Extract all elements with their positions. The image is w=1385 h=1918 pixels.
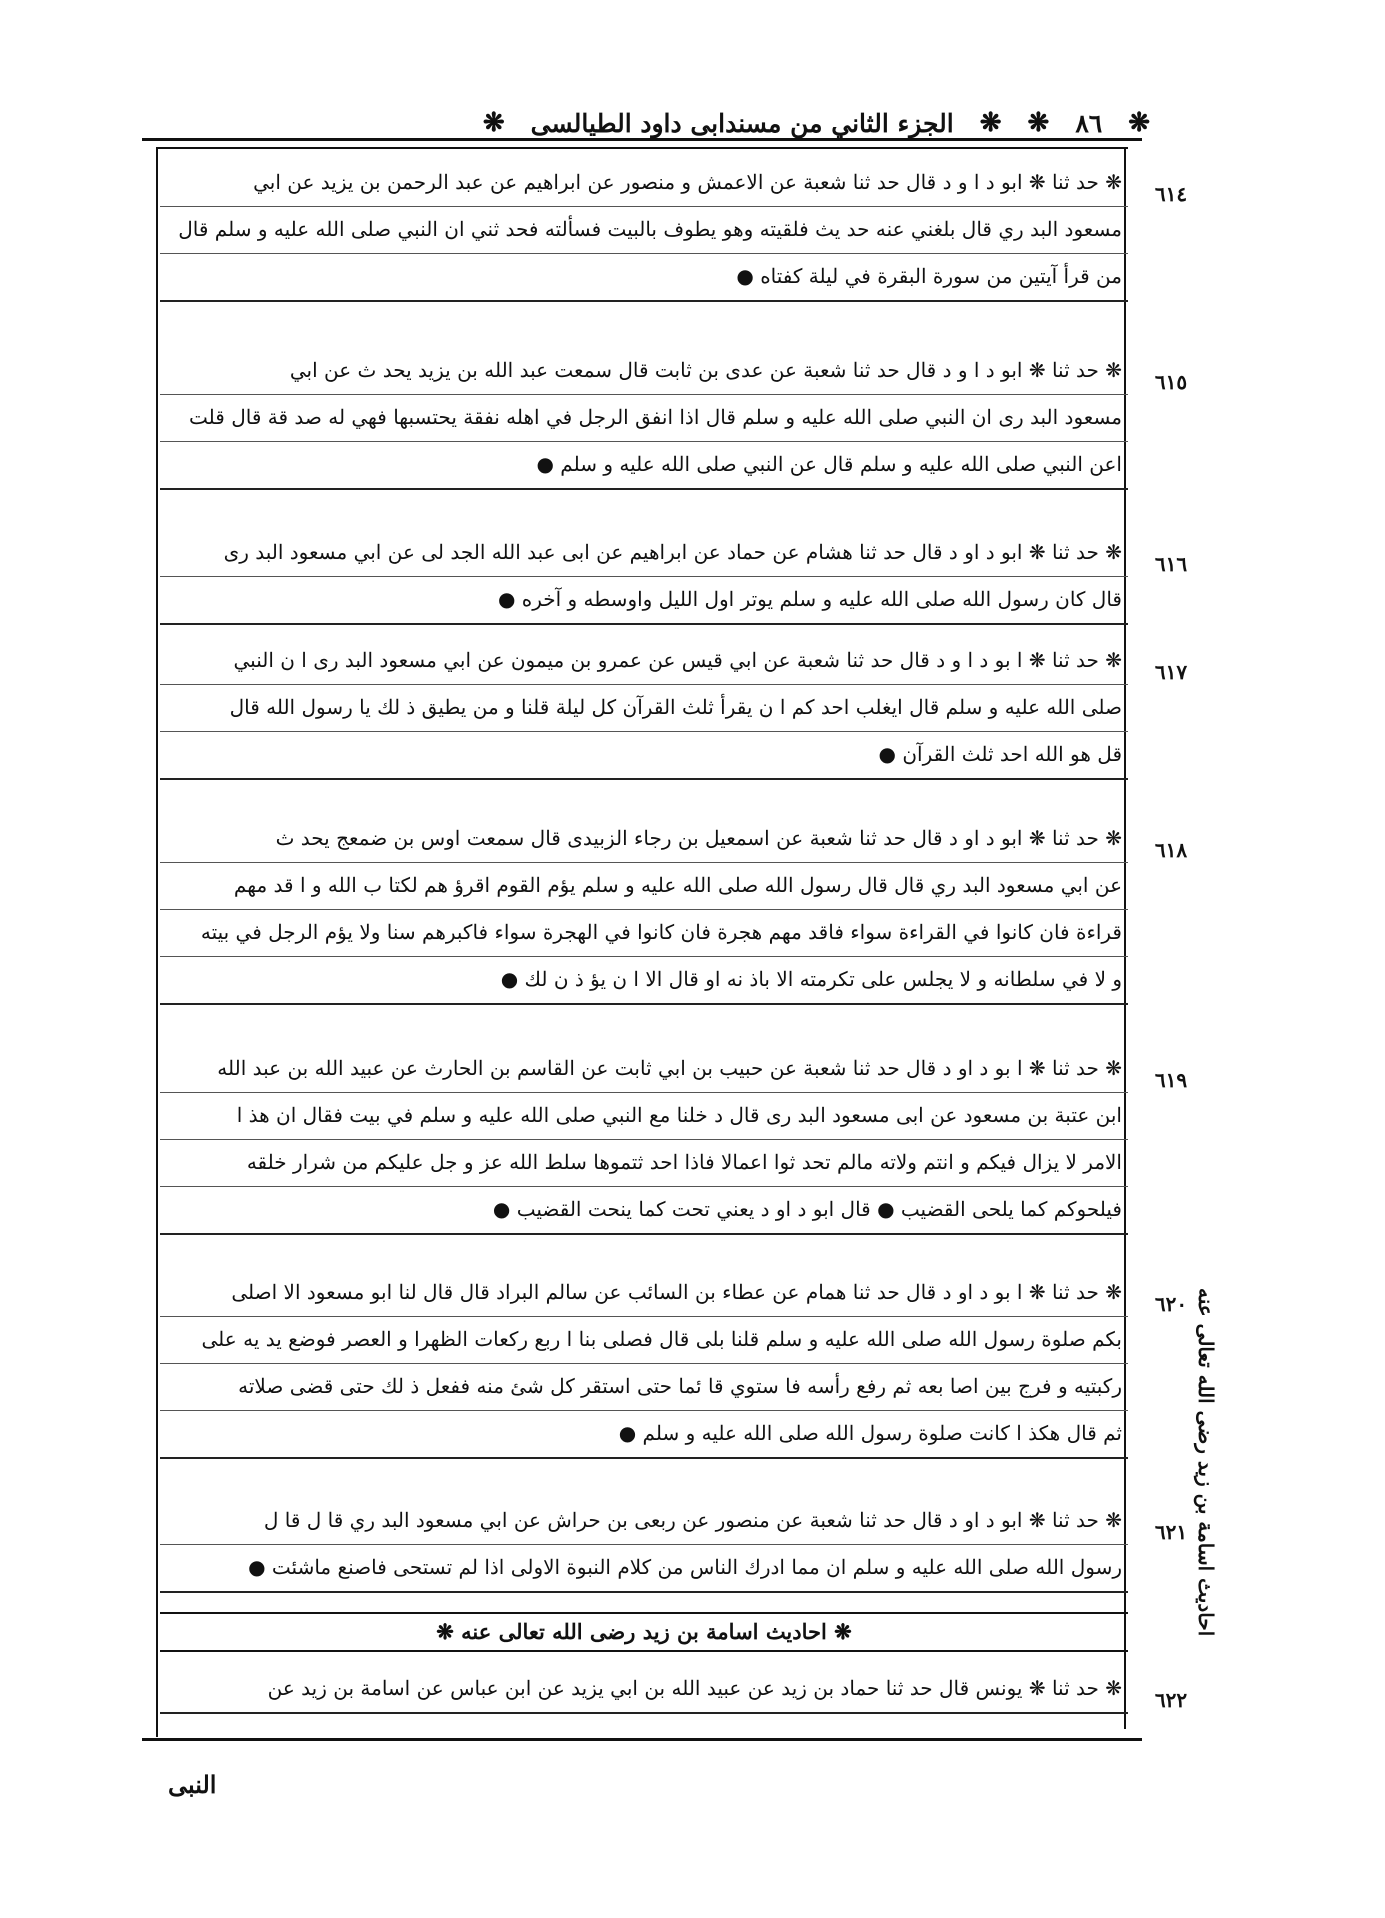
- text-line: ابن عتبة بن مسعود عن ابى مسعود البد رى قال د خلنا مع النبي صلى الله عليه و سلم في بيت فقال ان هذ ا: [160, 1093, 1128, 1140]
- text-line: ❋ حد ثنا ❋ ابو د ا و د قال حد ثنا شعبة عن عدى بن ثابت قال سمعت عبد الله بن يزيد يحد ث عن ابي: [160, 348, 1128, 395]
- ornament-icon: ❋: [979, 108, 1002, 138]
- text-line: ❋ حد ثنا ❋ ا بو د او د قال حد ثنا شعبة عن حبيب بن ابي ثابت عن القاسم بن الحارث عن عبيد الله بن عبد الله: [160, 1046, 1128, 1093]
- ornament-icon: ❋: [482, 108, 505, 138]
- running-title: الجزء الثاني من مسندابى داود الطيالسى: [530, 108, 954, 138]
- hadith-entry: [160, 638, 1128, 780]
- margin-section-note: احاديث اسامة بن زيد رضى الله تعالى عنه: [1194, 1287, 1218, 1637]
- text-line: مسعود البد ري قال بلغني عنه حد يث فلقيته وهو يطوف بالبيت فسألته فحد ثني ان النبي صلى الله عليه و سلم قال: [160, 207, 1128, 254]
- text-line: الامر لا يزال فيكم و انتم ولاته مالم تحد ثوا اعمالا فاذا احد ثتموها سلط الله عز و جل عليكم من شرار خلقه: [160, 1140, 1128, 1187]
- ornament-icon: ❋: [1027, 108, 1050, 138]
- hadith-entry: [160, 1270, 1128, 1459]
- hadith-entry: [160, 530, 1128, 625]
- text-line: عن ابي مسعود البد ري قال قال رسول الله صلى الله عليه و سلم يؤم القوم اقرؤ هم لكتا ب الله و ا قد مهم: [160, 863, 1128, 910]
- section-heading: ❋ احاديث اسامة بن زيد رضى الله تعالى عنه ❋: [160, 1612, 1128, 1652]
- text-line: اعن النبي صلى الله عليه و سلم قال عن النبي صلى الله عليه و سلم ●: [160, 442, 1128, 490]
- hadith-number: ٦١٥: [1154, 370, 1188, 394]
- hadith-number: ٦١٩: [1154, 1068, 1188, 1092]
- hadith-number: ٦١٨: [1154, 838, 1188, 862]
- text-line: ثم قال هكذ ا كانت صلوة رسول الله صلى الله عليه و سلم ●: [160, 1411, 1128, 1459]
- hadith-number: ٦١٦: [1154, 552, 1188, 576]
- hadith-number: ٦١٤: [1154, 182, 1188, 206]
- text-line: ❋ حد ثنا ❋ ا بو د او د قال حد ثنا همام عن عطاء بن السائب عن سالم البراد قال قال لنا ابو مسعود الا اصلى: [160, 1270, 1128, 1317]
- text-line: فيلحوكم كما يلحى القضيب ● قال ابو د او د يعني تحت كما ينحت القضيب ●: [160, 1187, 1128, 1235]
- text-line: قل هو الله احد ثلث القرآن ●: [160, 732, 1128, 780]
- hadith-number: ٦٢٠: [1154, 1292, 1188, 1316]
- text-line: و لا في سلطانه و لا يجلس على تكرمته الا باذ نه او قال الا ا ن يؤ ذ ن لك ●: [160, 957, 1128, 1005]
- hadith-entry: [160, 1666, 1128, 1714]
- catchword: النبى: [168, 1770, 217, 1799]
- text-line: ركبتيه و فرج بين اصا بعه ثم رفع رأسه فا ستوي قا ئما حتى استقر كل شئ منه ففعل ذ لك حتى قضى صلاته: [160, 1364, 1128, 1411]
- frame-inner-rule: [156, 147, 1128, 149]
- text-line: ❋ حد ثنا ❋ ابو د او د قال حد ثنا هشام عن حماد عن ابراهيم عن ابى عبد الله الجد لى عن ابي مسعود البد رى: [160, 530, 1128, 577]
- page-number: ٨٦: [1075, 108, 1103, 138]
- text-line: ❋ حد ثنا ❋ يونس قال حد ثنا حماد بن زيد عن عبيد الله بن ابي يزيد عن ابن عباس عن اسامة بن زيد عن: [160, 1666, 1128, 1714]
- frame-left-rule: [156, 149, 158, 1737]
- hadith-entry: [160, 1046, 1128, 1235]
- text-line: قال كان رسول الله صلى الله عليه و سلم يوتر اول الليل واوسطه و آخره ●: [160, 577, 1128, 625]
- text-line: ❋ حد ثنا ❋ ابو د ا و د قال حد ثنا شعبة عن الاعمش و منصور عن ابراهيم عن عبد الرحمن بن يزيد عن ابي: [160, 160, 1128, 207]
- text-line: رسول الله صلى الله عليه و سلم ان مما ادرك الناس من كلام النبوة الاولى اذا لم تستحى فاصنع ماشئت ●: [160, 1545, 1128, 1593]
- ornament-icon: ❋: [1128, 108, 1150, 138]
- text-line: بكم صلوة رسول الله صلى الله عليه و سلم قلنا بلى قال فصلى بنا ا ربع ركعات الظهرا و العصر فوضع يد يه على: [160, 1317, 1128, 1364]
- hadith-number: ٦١٧: [1154, 660, 1188, 684]
- text-line: من قرأ آيتين من سورة البقرة في ليلة كفتاه ●: [160, 254, 1128, 302]
- text-line: ❋ حد ثنا ❋ ابو د او د قال حد ثنا شعبة عن منصور عن ربعى بن حراش عن ابي مسعود البد ري قا ل قا ل: [160, 1498, 1128, 1545]
- text-line: قراءة فان كانوا في القراءة سواء فاقد مهم هجرة فان كانوا في الهجرة سواء فاكبرهم سنا ولا يؤم الرجل في بيته: [160, 910, 1128, 957]
- hadith-entry: [160, 1498, 1128, 1593]
- hadith-entry: [160, 348, 1128, 490]
- frame-bottom-rule: [142, 1738, 1142, 1741]
- hadith-number: ٦٢١: [1154, 1520, 1188, 1544]
- hadith-entry: [160, 816, 1128, 1005]
- hadith-number: ٦٢٢: [1154, 1688, 1188, 1712]
- text-line: صلى الله عليه و سلم قال ايغلب احد كم ا ن يقرأ ثلث القرآن كل ليلة قلنا و من يطيق ذ لك يا رسول الله قال: [160, 685, 1128, 732]
- text-line: ❋ حد ثنا ❋ ابو د او د قال حد ثنا شعبة عن اسمعيل بن رجاء الزبيدى قال سمعت اوس بن ضمعج يحد ث: [160, 816, 1128, 863]
- hadith-entry: [160, 160, 1128, 302]
- text-line: مسعود البد رى ان النبي صلى الله عليه و سلم قال اذا انفق الرجل في اهله نفقة يحتسبها فهي له صد قة قال قلت: [160, 395, 1128, 442]
- text-line: ❋ حد ثنا ❋ ا بو د ا و د قال حد ثنا شعبة عن ابي قيس عن عمرو بن ميمون عن ابي مسعود البد رى ا ن النبي: [160, 638, 1128, 685]
